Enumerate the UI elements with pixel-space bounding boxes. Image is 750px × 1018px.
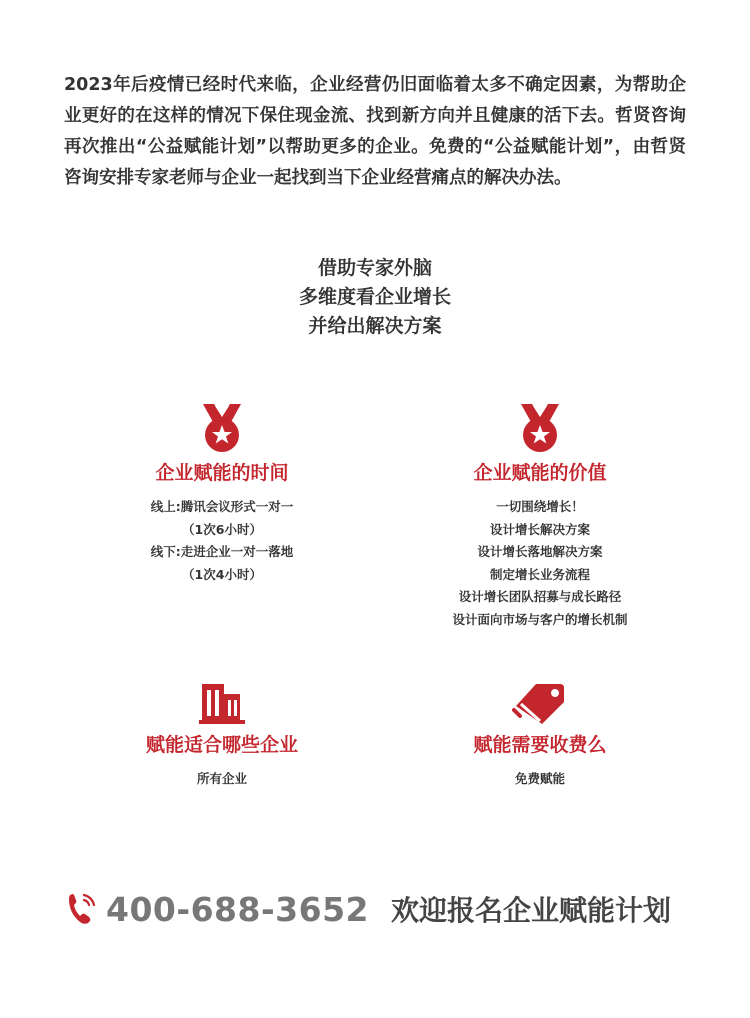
medal-icon [197, 402, 247, 454]
card-line: 免费赋能 [514, 771, 565, 786]
phone-icon [66, 891, 96, 927]
card-line: 线上:腾讯会议形式一对一 [150, 499, 294, 514]
phone-number[interactable]: 400-688-3652 [106, 889, 370, 929]
card-line: 线下:走进企业一对一落地 [150, 544, 294, 559]
card-line: 制定增长业务流程 [489, 566, 590, 582]
card-lines [390, 768, 690, 791]
card-title: 赋能适合哪些企业 [145, 734, 298, 756]
card-line: 所有企业 [196, 771, 247, 786]
card-value [390, 402, 690, 631]
card-lines [72, 768, 372, 791]
card-lines [390, 496, 690, 631]
card-lines [72, 496, 372, 586]
card-fee [390, 680, 690, 791]
card-title: 企业赋能的价值 [473, 462, 607, 484]
price-tag-icon [512, 680, 568, 726]
card-title: 企业赋能的时间 [155, 462, 289, 484]
card-line: 设计增长落地解决方案 [477, 544, 603, 559]
slogan-line: 借助专家外脑 [317, 257, 432, 279]
buildings-icon [197, 680, 247, 726]
medal-icon [515, 402, 565, 454]
slogan-line: 并给出解决方案 [308, 315, 442, 337]
slogan-line: 多维度看企业增长 [298, 286, 451, 308]
card-line: 设计增长团队招募与成长路径 [458, 589, 622, 604]
card-time [72, 402, 372, 586]
footer-contact [66, 884, 671, 934]
card-line: （1次4小时） [182, 566, 262, 582]
card-line: 设计面向市场与客户的增长机制 [452, 611, 628, 627]
slogan [0, 254, 750, 341]
card-title: 赋能需要收费么 [473, 734, 607, 756]
card-line: 一切围绕增长！ [496, 499, 584, 514]
card-fit [72, 680, 372, 791]
card-line: （1次6小时） [182, 521, 262, 537]
signup-call-to-action: 欢迎报名企业赋能计划 [391, 894, 672, 927]
card-line: 设计增长解决方案 [489, 521, 590, 537]
intro-paragraph: 2023年后疫情已经时代来临，企业经营仍旧面临着太多不确定因素，为帮助企业更好的在这样的情况下保住现金流、找到新方向并且健康的活下去。哲贤咨询再次推出“公益赋能计划”以帮助更多的企业。免费的“公益赋能计划”，由哲贤咨询安排专家老师与企业一起找到当下企业经营痛点的解决办法。 [64, 75, 686, 188]
